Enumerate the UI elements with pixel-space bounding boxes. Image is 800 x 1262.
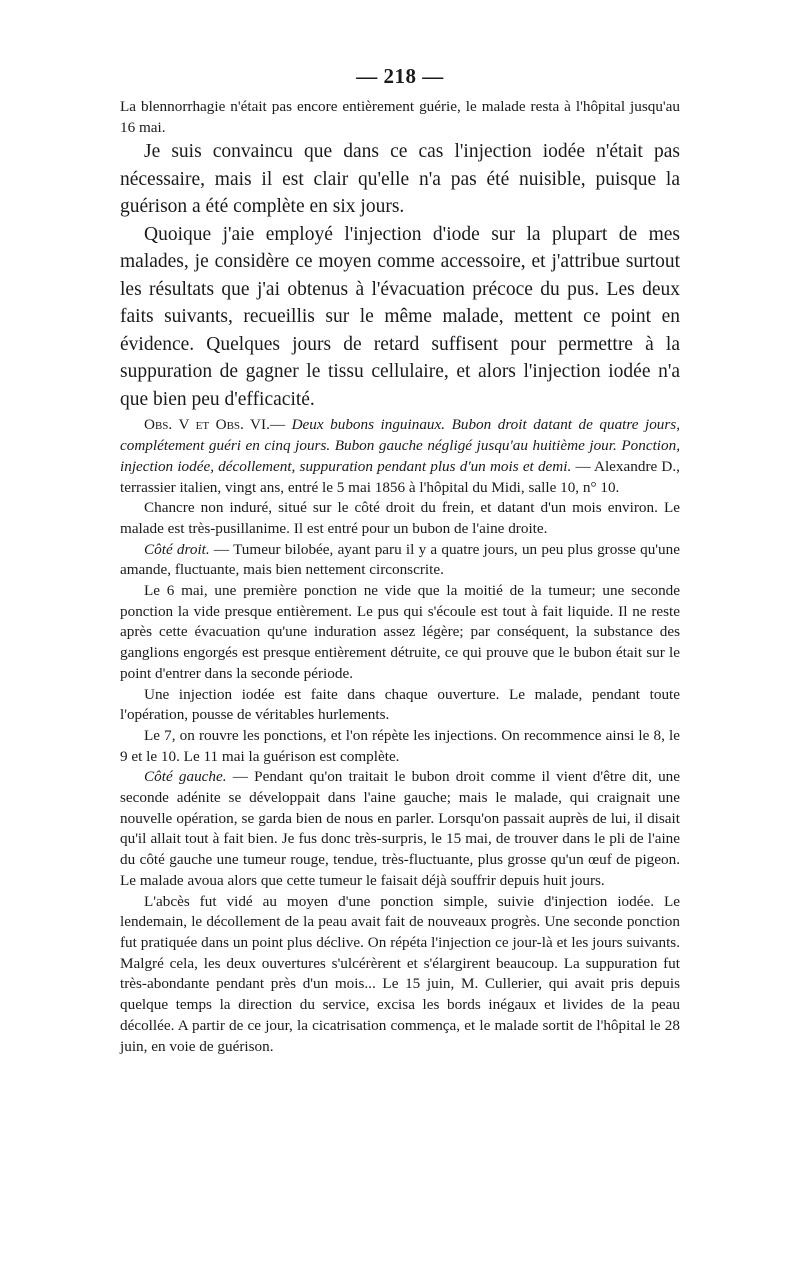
paragraph-method: Quoique j'aie employé l'injection d'iode sur la plupart de mes malades, je considère ce moyen comme accessoire, et j'attribue surtout les résultats que j'ai obtenus à l'évacuation précoce du pus. Les deux faits suivants, recueillis sur le même malade, mettent ce point en évidence. Quelques jours de retard suffisent pour permettre à la suppuration de gagner le tissu cellulaire, et alors l'injection iodée n'a que bien peu d'efficacité. bbox=[120, 223, 680, 410]
page-body bbox=[120, 64, 680, 1057]
observation-heading bbox=[120, 415, 680, 498]
paragraph-puncture: Le 6 mai, une première ponction ne vide que la moitié de la tumeur; une seconde ponction la vide presque entièrement. Le pus qui s'écoule est tout à fait liquide. Il ne reste après cette évacuation qu'une induration assez légère; par conséquent, la substance des ganglions engorgés est presque entièrement détruite, ce qui prouve que le bubon était sur le point d'entrer dans la seconde période. bbox=[120, 582, 680, 682]
paragraph-conviction: Je suis convaincu que dans ce cas l'injection iodée n'était pas nécessaire, mais il est clair qu'elle n'a pas été nuisible, puisque la guérison a été complète en six jours. bbox=[120, 141, 680, 218]
observation-title: Deux bubons inguinaux. Bubon droit datant de quatre jours, complétement guéri en cinq jours. Bubon gauche négligé jusqu'au huitième jour. Ponction, injection iodée, décollement, suppuration pendant plus d'un mois et demi. bbox=[120, 416, 681, 475]
right-side-text: — Tumeur bilobée, ayant paru il y a quatre jours, un peu plus grosse qu'une amande, fluctuante, mais bien nettement circonscrite. bbox=[120, 540, 680, 579]
paragraph-chancre: Chancre non induré, situé sur le côté droit du frein, et datant d'un mois environ. Le malade est très-pusillanime. Il est entré pour un bubon de l'aine droite. bbox=[120, 499, 680, 537]
paragraph-injection: Une injection iodée est faite dans chaque ouverture. Le malade, pendant toute l'opération, pousse de véritables hurlements. bbox=[120, 685, 680, 724]
paragraph-repeat: Le 7, on rouvre les ponctions, et l'on répète les injections. On recommence ainsi le 8, le 9 et le 10. Le 11 mai la guérison est complète. bbox=[120, 726, 680, 765]
observation-patient: — Alexandre D., terrassier italien, vingt ans, entré le 5 mai 1856 à l'hôpital du Midi, salle 10, n° 10. bbox=[120, 457, 680, 496]
paragraph-abscess: L'abcès fut vidé au moyen d'une ponction simple, suivie d'injection iodée. Le lendemain, le décollement de la peau avait fait de nouveaux progrès. Une seconde ponction fut pratiquée dans un point plus déclive. On répéta l'injection ce jour-là et les jours suivants. Malgré cela, les deux ouvertures s'ulcérèrent et s'élargirent beaucoup. La suppuration fut très-abondante pendant près d'un mois... Le 15 juin, M. Cullerier, qui avait pris depuis quelque temps la direction du service, excisa les bords inégaux et livides de la peau décollée. A partir de ce jour, la cicatrisation commença, et le malade sortit de l'hôpital le 28 juin, en voie de guérison. bbox=[120, 892, 680, 1055]
right-side-label: Côté droit. bbox=[144, 540, 210, 558]
paragraph-left-side bbox=[120, 767, 680, 891]
left-side-text: — Pendant qu'on traitait le bubon droit comme il vient d'être dit, une seconde adénite se développait dans l'aine gauche; mais le malade, qui craignait une nouvelle opération, se garda bien de nous en parler. Lorsqu'on passait auprès de lui, il disait qu'il allait tout à fait bien. Je fus donc très-surpris, le 15 mai, de trouver dans le pli de l'aine du côté gauche une tumeur rouge, tendue, très-fluctuante, plus grosse qu'un œuf de pigeon. Le malade avoua alors que cette tumeur le faisait déjà souffrir depuis huit jours. bbox=[120, 768, 680, 889]
page-number: — 218 — bbox=[356, 64, 444, 88]
paragraph-continuation: La blennorrhagie n'était pas encore entièrement guérie, le malade resta à l'hôpital jusqu'au 16 mai. bbox=[120, 98, 680, 136]
left-side-label: Côté gauche. bbox=[144, 768, 227, 786]
observation-label: Obs. V et Obs. VI.— bbox=[144, 416, 286, 434]
paragraph-right-side bbox=[120, 540, 680, 581]
